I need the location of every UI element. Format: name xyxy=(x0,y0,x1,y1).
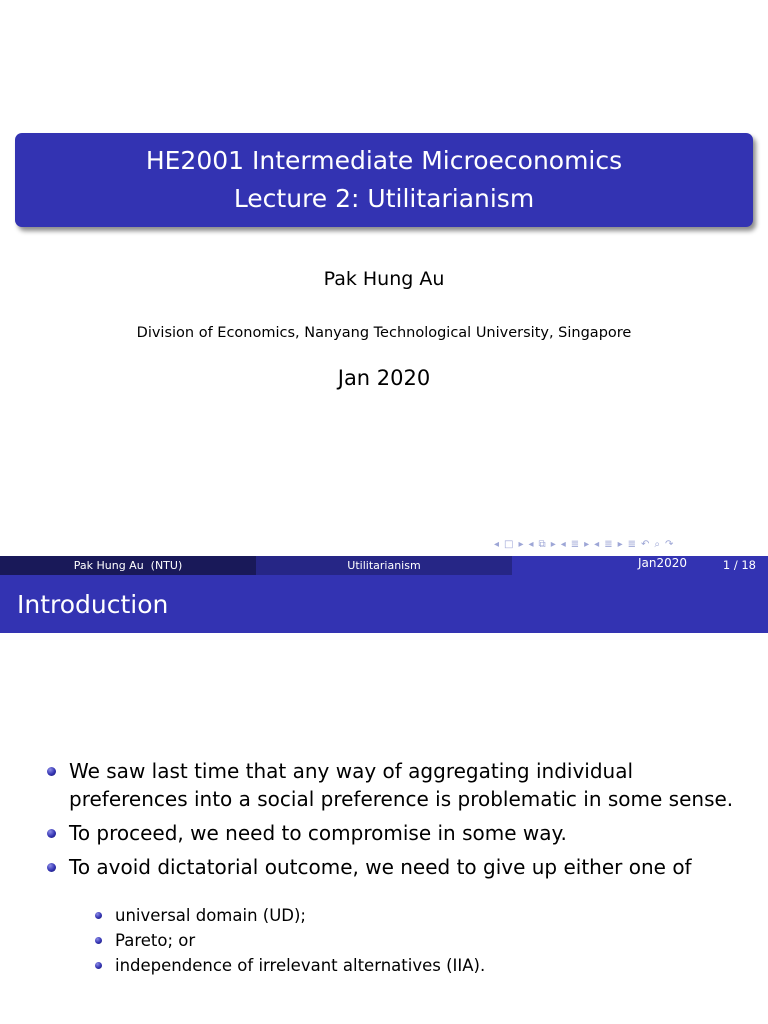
nav-document-icon[interactable]: ≣ xyxy=(627,539,637,550)
nav-subsection-icon[interactable]: ≣ xyxy=(570,539,580,550)
nav-section-next-icon[interactable]: ▸ xyxy=(617,539,623,550)
list-item xyxy=(47,757,747,813)
bullet-ball-icon xyxy=(47,767,56,776)
nav-forward-icon[interactable]: ↷ xyxy=(665,539,674,550)
nav-frame-prev-icon[interactable]: ◂ xyxy=(494,539,500,550)
sub-list-item xyxy=(95,953,747,978)
bullet-list xyxy=(47,757,747,984)
bullet-text: To proceed, we need to compromise in some way. xyxy=(69,821,567,845)
author: Pak Hung Au xyxy=(323,268,445,290)
frame-title xyxy=(0,575,768,633)
nav-section-icon[interactable]: ≣ xyxy=(604,539,613,550)
nav-back-icon[interactable]: ↶ xyxy=(641,539,650,550)
institute: Division of Economics, Nanyang Technological University, Singapore xyxy=(136,325,632,341)
sub-bullet-list xyxy=(95,903,747,978)
navigation-symbols[interactable] xyxy=(494,538,766,552)
nav-slide-icon[interactable]: ⧉ xyxy=(538,539,546,550)
bullet-ball-icon xyxy=(47,863,56,872)
slide-content xyxy=(0,633,768,1024)
title-box xyxy=(15,133,753,227)
nav-search-icon[interactable]: ⌕ xyxy=(654,539,661,550)
footline-title-text: Utilitarianism xyxy=(347,559,421,572)
bullet-text: We saw last time that any way of aggregating individual preferences into a social preference is problematic in some sense. xyxy=(69,759,734,811)
bullet-text: To avoid dictatorial outcome, we need to give up either one of xyxy=(69,855,692,879)
sub-list-item xyxy=(95,928,747,953)
list-item xyxy=(47,853,747,978)
title-line-1: HE2001 Intermediate Microeconomics xyxy=(145,146,623,175)
sub-bullet-ball-icon xyxy=(95,912,102,919)
footline-page-number: 1 / 18 xyxy=(722,558,756,572)
nav-section-prev-icon[interactable]: ◂ xyxy=(594,539,600,550)
list-item xyxy=(47,819,747,847)
footline-author-text: Pak Hung Au (NTU) xyxy=(73,559,183,572)
sub-bullet-ball-icon xyxy=(95,962,102,969)
nav-frame-icon[interactable]: □ xyxy=(504,539,514,550)
date: Jan 2020 xyxy=(337,366,431,390)
sub-bullet-text: Pareto; or xyxy=(115,931,196,950)
nav-slide-next-icon[interactable]: ▸ xyxy=(550,539,556,550)
footline-date: Jan2020 xyxy=(638,556,688,570)
sub-bullet-text: independence of irrelevant alternatives (IIA). xyxy=(115,956,486,975)
bullet-ball-icon xyxy=(47,829,56,838)
footline-date-page xyxy=(512,556,768,575)
footline-title xyxy=(256,556,512,575)
sub-bullet-ball-icon xyxy=(95,937,102,944)
nav-subsection-prev-icon[interactable]: ◂ xyxy=(560,539,566,550)
sub-list-item xyxy=(95,903,747,928)
nav-frame-next-icon[interactable]: ▸ xyxy=(518,539,524,550)
sub-bullet-text: universal domain (UD); xyxy=(115,906,306,925)
title-line-2: Lecture 2: Utilitarianism xyxy=(233,184,535,213)
nav-subsection-next-icon[interactable]: ▸ xyxy=(584,539,590,550)
frame-title-text: Introduction xyxy=(17,589,169,619)
nav-slide-prev-icon[interactable]: ◂ xyxy=(528,539,534,550)
footline xyxy=(0,556,768,575)
footline-author xyxy=(0,556,256,575)
